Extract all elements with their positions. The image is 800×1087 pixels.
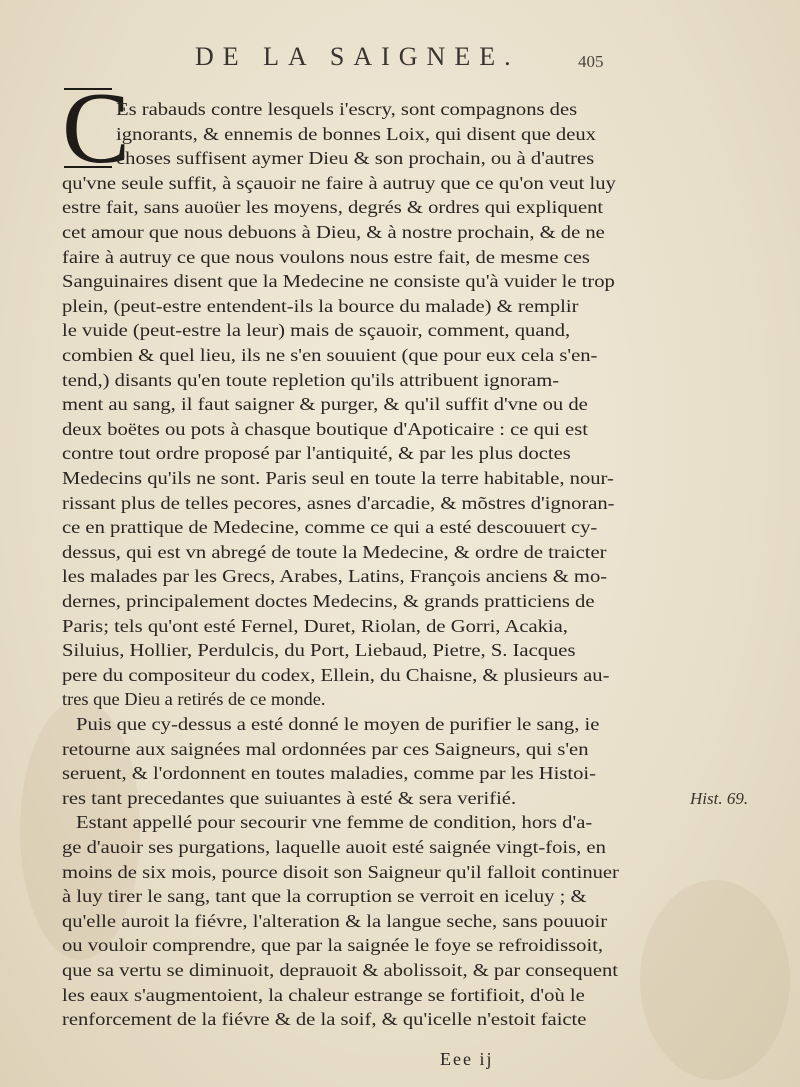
text-line: les malades par les Grecs, Arabes, Latins, François anciens & mo- <box>62 566 608 587</box>
text-line: seruent, & l'ordonnent en toutes maladies, comme par les Histoi- <box>62 763 596 784</box>
text-line: ce en prattique de Medecine, comme ce qui a esté descouuert cy- <box>62 517 598 538</box>
text-line: choses suffisent aymer Dieu & son prochain, ou à d'autres <box>116 148 595 169</box>
text-line: Paris; tels qu'ont esté Fernel, Duret, Riolan, de Gorri, Acakia, <box>62 615 568 636</box>
margin-note: Hist. 69. <box>690 789 749 808</box>
text-line: estre fait, sans auoüer les moyens, degrés & ordres qui expliquent <box>62 197 604 218</box>
text-line: combien & quel lieu, ils ne s'en souuient (que pour eux cela s'en- <box>62 345 598 365</box>
running-header: DE LA SAIGNEE. <box>195 42 520 71</box>
text-line: pere du compositeur du codex, Ellein, du Chaisne, & plusieurs au- <box>62 664 610 685</box>
text-line: faire à autruy ce que nous voulons nous estre fait, de mesme ces <box>62 246 590 267</box>
text-line: Puis que cy-dessus a esté donné le moyen de purifier le sang, ie <box>76 714 600 734</box>
text-line: Es rabauds contre lesquels i'escry, sont compagnons des <box>116 99 578 119</box>
text-line: retourne aux saignées mal ordonnées par ces Saigneurs, qui s'en <box>62 738 589 759</box>
text-line: ge d'auoir ses purgations, laquelle auoit esté saignée vingt-fois, en <box>62 837 606 857</box>
text-line: ignorants, & ennemis de bonnes Loix, qui disent que deux <box>116 123 596 144</box>
text-line: tend,) disants qu'en toute repletion qu'ils attribuent ignoram- <box>62 369 560 390</box>
text-line: que sa vertu se diminuoit, deprauoit & abolissoit, & par consequent <box>62 960 619 980</box>
paper-stain <box>640 880 790 1080</box>
text-line: les eaux s'augmentoient, la chaleur estrange se fortifioit, d'où le <box>62 984 585 1005</box>
text-line: cet amour que nous debuons à Dieu, & à nostre prochain, & de ne <box>62 222 605 242</box>
page-number: 405 <box>578 52 604 71</box>
text-line: deux boëtes ou pots à chasque boutique d'Apoticaire : ce qui est <box>62 418 588 439</box>
text-line: ou vouloir comprendre, que par la saignée le foye se refroidissoit, <box>62 935 604 956</box>
text-line: qu'vne seule suffit, à sçauoir ne faire à autruy que ce qu'on veut luy <box>62 172 616 193</box>
text-line: res tant precedantes que suiuantes à esté & sera verifié. <box>62 787 517 808</box>
text-line: Estant appellé pour secourir vne femme de condition, hors d'a- <box>76 812 593 833</box>
text-line: dernes, principalement doctes Medecins, & grands pratticiens de <box>62 591 595 611</box>
text-line: le vuide (peut-estre la leur) mais de sçauoir, comment, quand, <box>62 320 571 341</box>
text-line: Siluius, Hollier, Perdulcis, du Port, Liebaud, Pietre, S. Iacques <box>62 640 576 661</box>
text-line: Sanguinaires disent que la Medecine ne consiste qu'à vuider le trop <box>62 271 615 292</box>
text-line: Medecins qu'ils ne sont. Paris seul en toute la terre habitable, nour- <box>62 468 614 488</box>
text-line: dessus, qui est vn abregé de toute la Medecine, & ordre de traicter <box>62 541 607 562</box>
text-line: contre tout ordre proposé par l'antiquité, & par les plus doctes <box>62 443 571 464</box>
text-line: ment au sang, il faut saigner & purger, & qu'il suffit d'vne ou de <box>62 394 588 415</box>
text-line: tres que Dieu a retirés de ce monde. <box>62 689 326 710</box>
dropcap-initial: C <box>62 72 131 185</box>
text-line: à luy tirer le sang, tant que la corruption se verroit en iceluy ; & <box>62 886 587 907</box>
text-line: rissant plus de telles pecores, asnes d'arcadie, & mõstres d'ignoran- <box>62 492 615 513</box>
text-line: renforcement de la fiévre & de la soif, & qu'icelle n'estoit faicte <box>62 1009 587 1030</box>
catchword: Eee ij <box>440 1049 494 1069</box>
text-line: plein, (peut-estre entendent-ils la bource du malade) & remplir <box>62 295 579 316</box>
text-line: qu'elle auroit la fiévre, l'alteration & la langue seche, sans pouuoir <box>62 910 608 931</box>
text-line: moins de six mois, pource disoit son Saigneur qu'il falloit continuer <box>62 861 619 882</box>
